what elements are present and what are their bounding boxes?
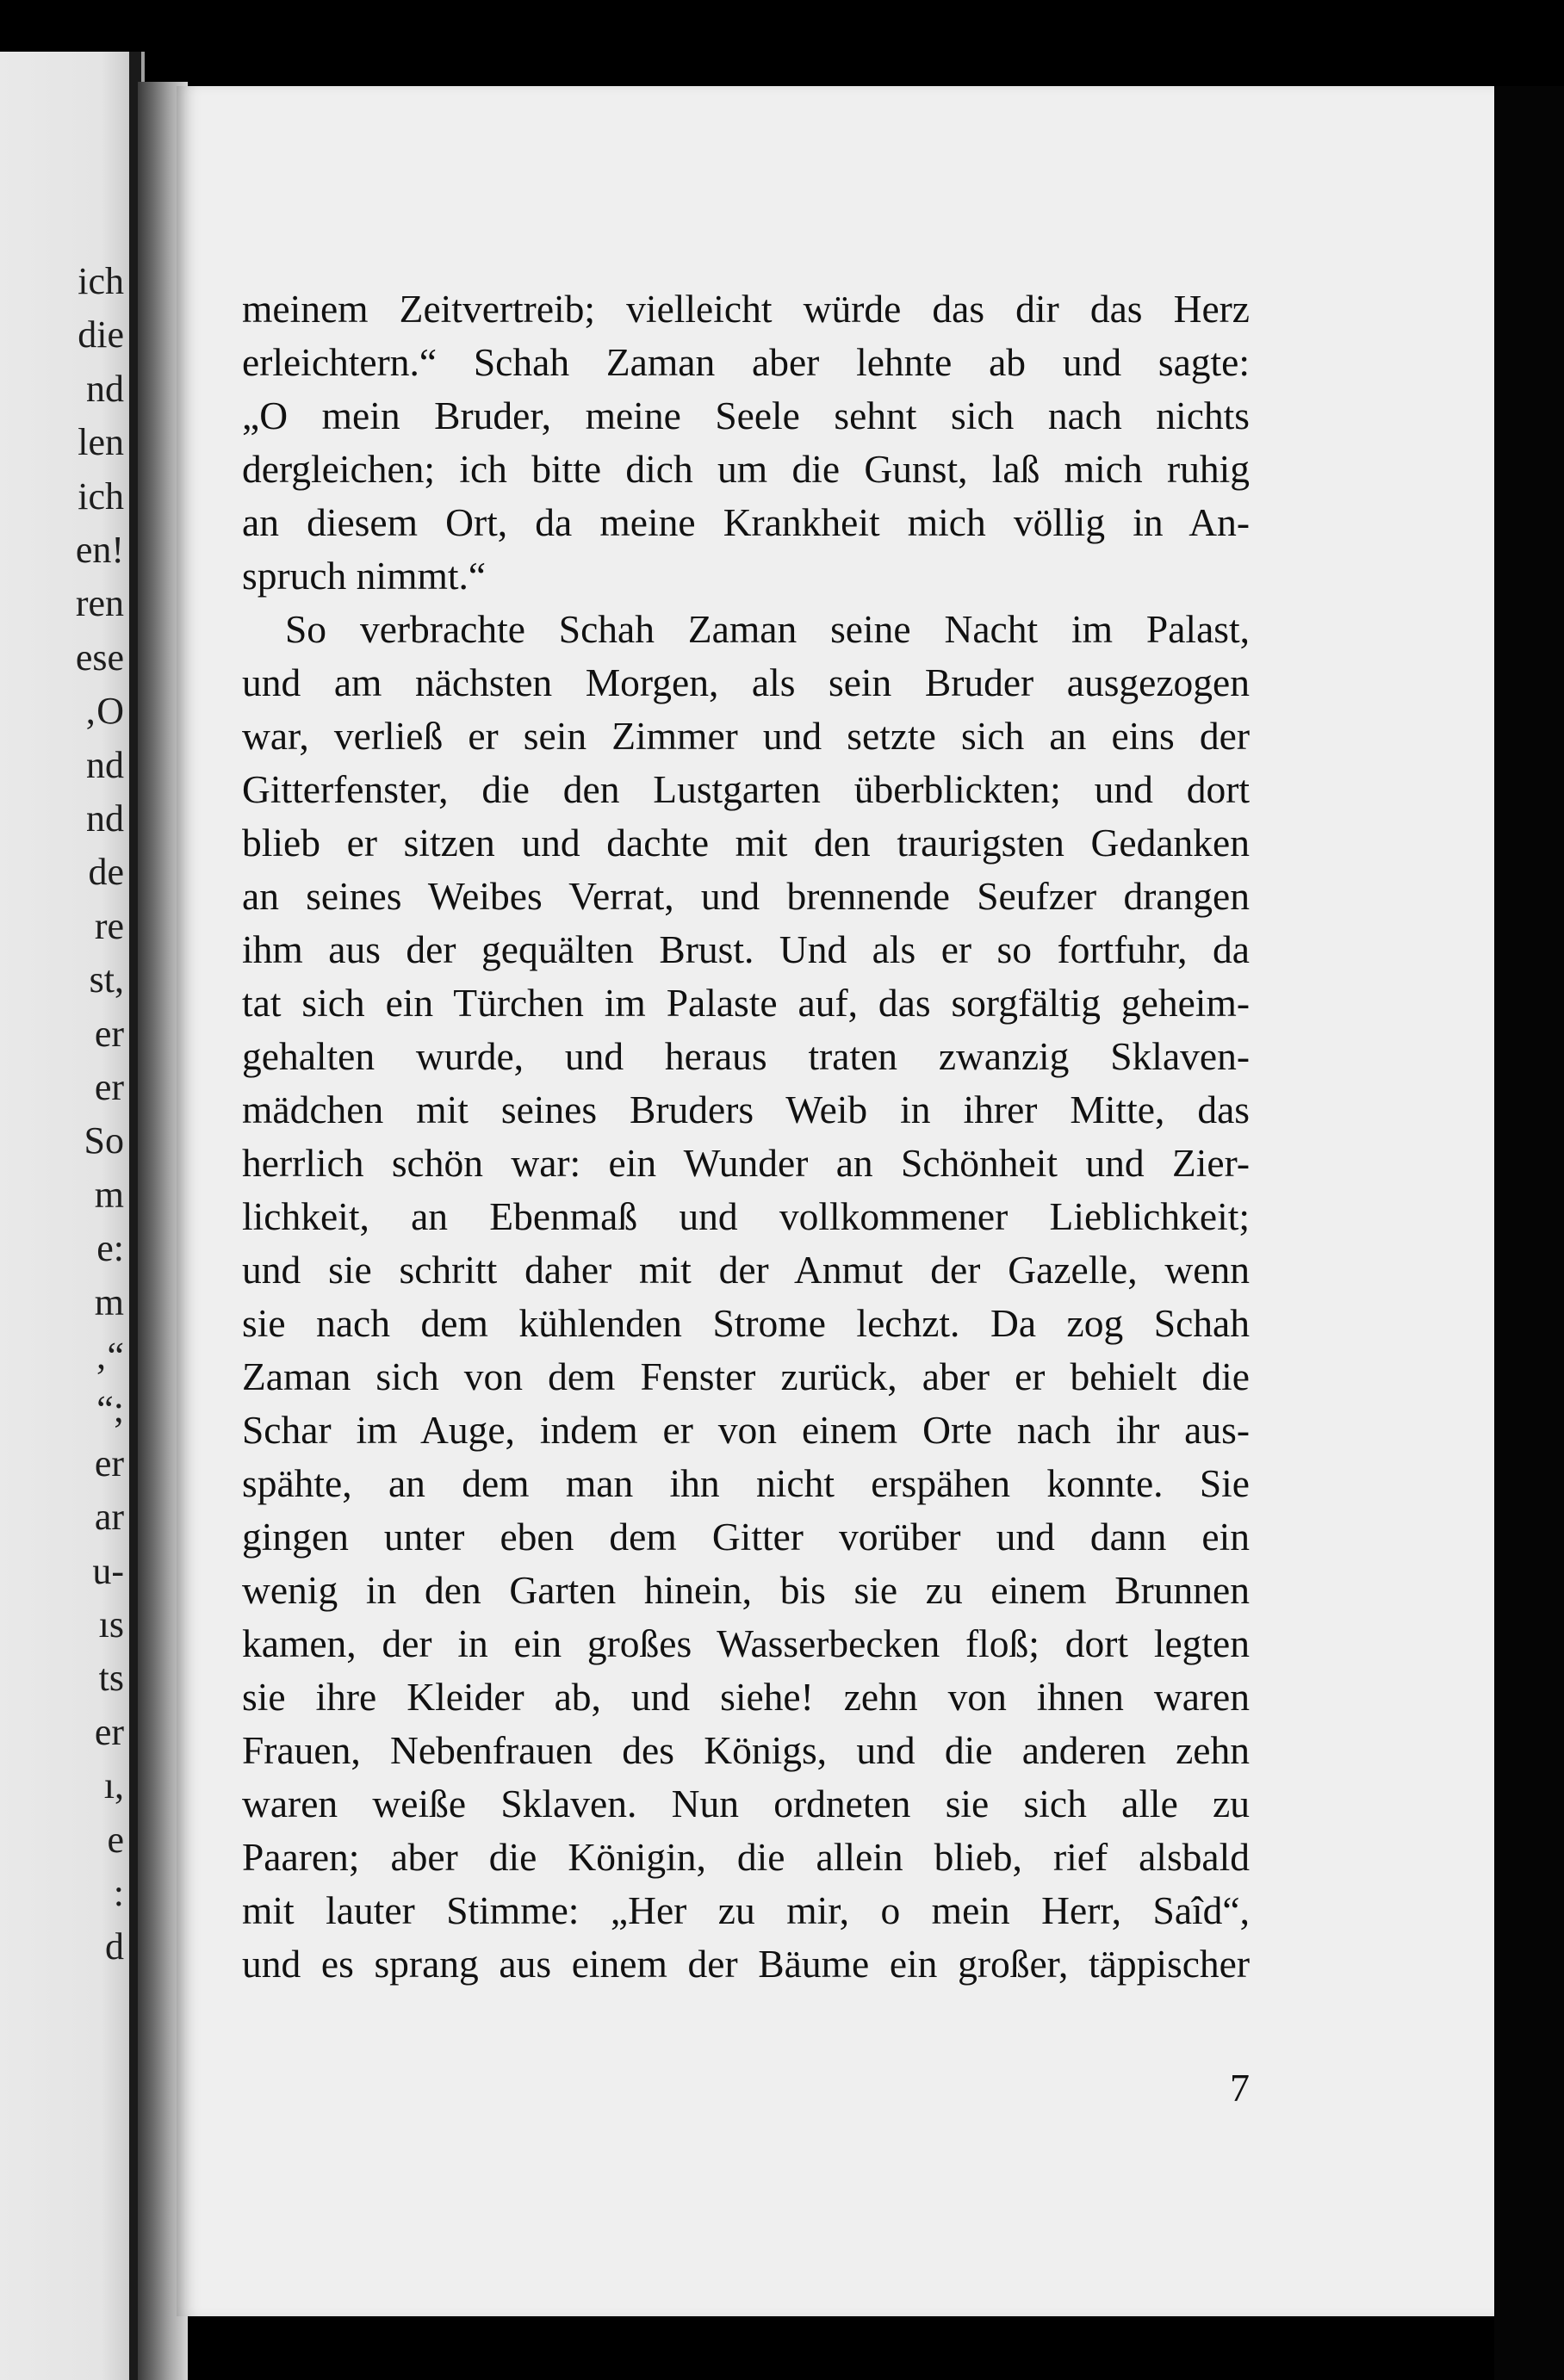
book-page [177,86,1494,2316]
text-line: mit lauter Stimme: „Her zu mir, o mein Herr, Saîd“, [242,1888,1250,1932]
previous-page-line-end: ıs [98,1603,124,1646]
previous-page-line-end: de [88,851,124,894]
previous-page-line-end: ‚O [84,690,124,733]
text-line: an seines Weibes Verrat, und brennende Seufzer drangen [242,874,1250,918]
text-line: ihm aus der gequälten Brust. Und als er so fortfuhr, da [242,927,1250,971]
text-line: meinem Zeitvertreib; vielleicht würde das dir das Herz [242,287,1250,331]
body-text [242,282,1250,1991]
text-line: und es sprang aus einem der Bäume ein großer, täppischer [242,1942,1250,1986]
text-line: tat sich ein Türchen im Palaste auf, das sorgfältig geheim- [242,981,1250,1025]
text-line: Zaman sich von dem Fenster zurück, aber er behielt die [242,1354,1250,1398]
text-line: herrlich schön war: ein Wunder an Schönheit und Zier- [242,1141,1250,1185]
previous-page-line-end: ren [75,582,124,625]
text-line: sie ihre Kleider ab, und siehe! zehn von ihnen waren [242,1675,1250,1719]
previous-page-line-end: st, [89,958,124,1001]
previous-page-edge [0,52,145,2380]
previous-page-line-end: u- [92,1549,124,1592]
text-line: waren weiße Sklaven. Nun ordneten sie sich alle zu [242,1782,1250,1825]
text-line: wenig in den Garten hinein, bis sie zu einem Brunnen [242,1568,1250,1612]
previous-page-line-end: er [94,1012,124,1055]
previous-page-line-end: ich [78,474,124,518]
text-line: lichkeit, an Ebenmaß und vollkommener Lieblichkeit; [242,1194,1250,1238]
previous-page-line-end: m [94,1280,124,1323]
previous-page-line-end: er [94,1066,124,1108]
previous-page-line-end: ese [75,635,124,679]
page-number: 7 [1230,2066,1250,2110]
previous-page-line-end: m [94,1173,124,1216]
text-line: kamen, der in ein großes Wasserbecken floß; dort legten [242,1621,1250,1665]
previous-page-line-end: re [94,904,124,947]
text-line: war, verließ er sein Zimmer und setzte sich an eins der [242,714,1250,758]
previous-page-line-end: e [107,1818,124,1861]
text-line: gehalten wurde, und heraus traten zwanzig Sklaven- [242,1034,1250,1078]
previous-page-line-end: nd [86,367,124,410]
text-line: Frauen, Nebenfrauen des Königs, und die anderen zehn [242,1728,1250,1772]
previous-page-line-end: len [78,421,124,464]
previous-page-line-end: nd [86,743,124,786]
text-line: spruch nimmt.“ [242,554,487,598]
text-line: an diesem Ort, da meine Krankheit mich völlig in An- [242,500,1250,544]
previous-page-line-end: “; [96,1388,124,1431]
text-line: erleichtern.“ Schah Zaman aber lehnte ab und sagte: [242,340,1250,384]
previous-page-line-end: ı, [103,1764,124,1807]
text-line: und sie schritt daher mit der Anmut der Gazelle, wenn [242,1248,1250,1292]
previous-page-line-end: nd [86,797,124,840]
previous-page-line-end: e: [96,1227,124,1270]
previous-page-line-end: ich [78,260,124,302]
text-line: Paaren; aber die Königin, die allein blieb, rief alsbald [242,1835,1250,1879]
previous-page-line-end: d [105,1925,124,1968]
previous-page-line-end: ar [94,1496,124,1539]
text-line: dergleichen; ich bitte dich um die Gunst, laß mich ruhig [242,447,1250,491]
text-line: Gitterfenster, die den Lustgarten überblickten; und dort [242,767,1250,811]
previous-page-line-end: : [113,1872,124,1914]
text-line: „O mein Bruder, meine Seele sehnt sich nach nichts [242,394,1250,437]
text-line: blieb er sitzen und dachte mit den traurigsten Gedanken [242,821,1250,865]
scan-right-border [1494,86,1564,2380]
text-line: Schar im Auge, indem er von einem Orte nach ihr aus- [242,1408,1250,1452]
previous-page-line-end: ‚“ [94,1335,124,1377]
text-line: So verbrachte Schah Zaman seine Nacht im Palast, [285,607,1250,651]
text-line: sie nach dem kühlenden Strome lechzt. Da zog Schah [242,1301,1250,1345]
previous-page-line-end: er [94,1441,124,1484]
text-line: mädchen mit seines Bruders Weib in ihrer Mitte, das [242,1088,1250,1131]
previous-page-line-end: en! [75,529,124,571]
previous-page-line-end: ts [98,1657,124,1700]
previous-page-line-end: So [84,1119,124,1162]
previous-page-line-end: die [78,313,124,356]
text-line: gingen unter eben dem Gitter vorüber und dann ein [242,1515,1250,1559]
text-line: spähte, an dem man ihn nicht erspähen konnte. Sie [242,1461,1250,1505]
text-line: und am nächsten Morgen, als sein Bruder ausgezogen [242,660,1250,704]
previous-page-line-end: er [94,1710,124,1753]
